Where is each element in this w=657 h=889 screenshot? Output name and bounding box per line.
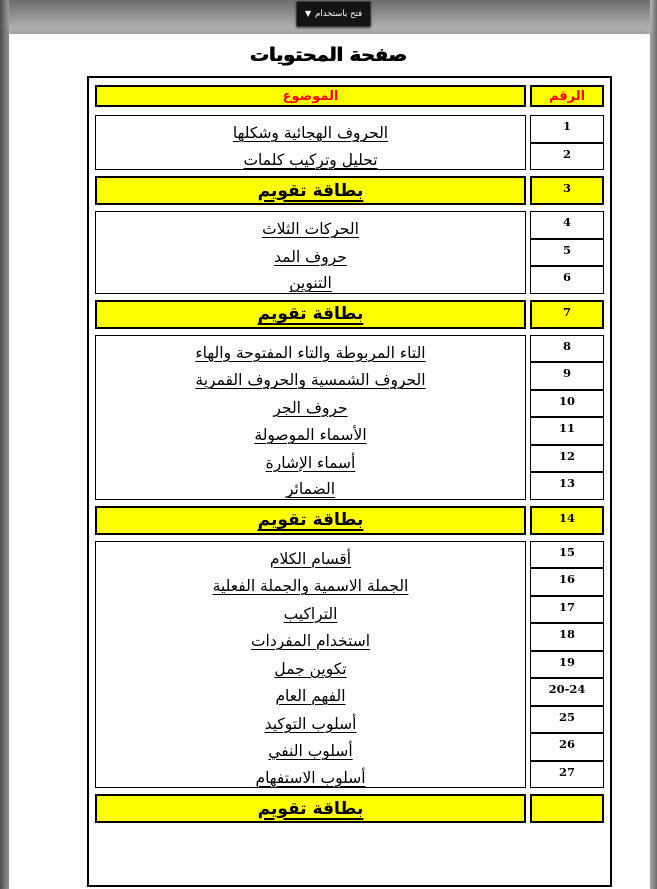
topic-text: حروف الجر: [273, 398, 348, 417]
topic-text: الضمائر: [285, 480, 336, 498]
topic-text: التراكيب: [283, 604, 338, 623]
page-number-cell: [530, 794, 604, 823]
open-with-button[interactable]: [296, 1, 371, 27]
topic-cell: [95, 335, 526, 363]
topic-text: أسلوب النفي: [268, 742, 353, 760]
table-row: [89, 623, 610, 651]
topic-text: أسماء الإشارة: [265, 453, 356, 472]
topic-text: أسلوب الاستفهام: [255, 768, 366, 787]
table-row: [89, 568, 610, 596]
topic-cell: [95, 596, 526, 624]
topic-text: التنوين: [289, 274, 332, 292]
page-number-cell: 3: [530, 176, 604, 205]
topic-cell: [95, 472, 526, 500]
viewer-left-border: [0, 0, 9, 889]
topic-text: الحروف الهجائية وشكلها: [232, 124, 389, 142]
topic-text: الأسماء الموصولة: [254, 426, 367, 444]
chevron-down-icon: ▼: [305, 9, 312, 18]
topic-cell: [95, 143, 526, 171]
topic-cell: [95, 568, 526, 596]
topic-text: استخدام المفردات: [250, 632, 371, 650]
page-number-cell: 16: [530, 568, 604, 596]
topic-text: تحليل وتركيب كلمات: [243, 150, 378, 169]
page-number-cell: 25: [530, 706, 604, 734]
open-with-label: فتح باستخدام: [315, 9, 363, 19]
topic-cell: [95, 541, 526, 569]
page-number-cell: 7: [530, 300, 604, 329]
page-number-cell: 1: [530, 115, 604, 143]
topic-text: بطاقة تقويم: [257, 510, 364, 530]
page-number-cell: 15: [530, 541, 604, 569]
topic-cell: [95, 706, 526, 734]
table-row: [89, 678, 610, 706]
table-row: [89, 706, 610, 734]
page-number-cell: 6: [530, 266, 604, 294]
topic-text: بطاقة تقويم: [257, 180, 364, 201]
page-number-cell: 12: [530, 445, 604, 473]
page-number-cell: 5: [530, 239, 604, 267]
table-row: [89, 390, 610, 418]
evaluation-card-row: [89, 506, 610, 535]
topic-text: أقسام الكلام: [269, 549, 352, 568]
table-row: [89, 541, 610, 569]
topic-cell: [95, 176, 526, 205]
topic-cell: [95, 211, 526, 239]
table-row: [89, 362, 610, 390]
page-number-cell: 11: [530, 417, 604, 445]
viewer-right-border: [650, 0, 657, 889]
topic-cell: [95, 445, 526, 473]
table-row: [89, 733, 610, 761]
page-number-cell: 13: [530, 472, 604, 500]
table-row: [89, 761, 610, 789]
page-number-cell: 27: [530, 761, 604, 789]
table-row: [89, 596, 610, 624]
topic-cell: [95, 794, 526, 823]
topic-text: الفهم العام: [275, 687, 346, 705]
topic-text: الجملة الاسمية والجملة الفعلية: [212, 577, 409, 595]
page-number-cell: 8: [530, 335, 604, 363]
topic-column-header: الموضوع: [95, 85, 526, 107]
topic-text: الحركات الثلاث: [262, 220, 359, 238]
page-number-cell: 18: [530, 623, 604, 651]
table-row: [89, 211, 610, 239]
topic-cell: [95, 417, 526, 445]
topic-text: الحروف الشمسية والحروف القمرية: [195, 371, 426, 389]
topic-cell: [95, 239, 526, 267]
table-header-row: [89, 85, 610, 107]
topic-cell: [95, 506, 526, 535]
page-number-cell: 20-24: [530, 678, 604, 706]
page-number-cell: 14: [530, 506, 604, 535]
table-row: [89, 266, 610, 294]
table-row: [89, 417, 610, 445]
topic-cell: [95, 733, 526, 761]
topic-cell: [95, 623, 526, 651]
table-row: [89, 651, 610, 679]
page-number-cell: 10: [530, 390, 604, 418]
table-row: [89, 472, 610, 500]
table-of-contents: [87, 76, 612, 887]
topic-text: بطاقة تقويم: [257, 798, 364, 819]
topic-cell: [95, 678, 526, 706]
page-number-cell: 17: [530, 596, 604, 624]
evaluation-card-row: [89, 794, 610, 823]
page-number-cell: 4: [530, 211, 604, 239]
page-number-cell: 26: [530, 733, 604, 761]
page-title: صفحة المحتويات: [250, 44, 407, 66]
topic-cell: [95, 651, 526, 679]
table-row: [89, 143, 610, 171]
topic-cell: [95, 300, 526, 329]
topic-cell: [95, 390, 526, 418]
topic-text: بطاقة تقويم: [257, 304, 364, 324]
page-number-cell: 19: [530, 651, 604, 679]
number-column-header: الرقم: [530, 85, 604, 107]
topic-text: أسلوب التوكيد: [264, 714, 357, 733]
table-row: [89, 239, 610, 267]
page-number-cell: 2: [530, 143, 604, 171]
evaluation-card-row: [89, 300, 610, 329]
evaluation-card-row: [89, 176, 610, 205]
topic-cell: [95, 362, 526, 390]
table-row: [89, 445, 610, 473]
page-number-cell: 9: [530, 362, 604, 390]
topic-cell: [95, 115, 526, 143]
topic-text: تكوين جمل: [274, 659, 347, 678]
topic-text: حروف المد: [274, 247, 347, 266]
table-row: [89, 335, 610, 363]
topic-text: التاء المربوطة والتاء المفتوحة والهاء: [195, 343, 426, 362]
topic-cell: [95, 761, 526, 789]
topic-cell: [95, 266, 526, 294]
table-row: [89, 115, 610, 143]
